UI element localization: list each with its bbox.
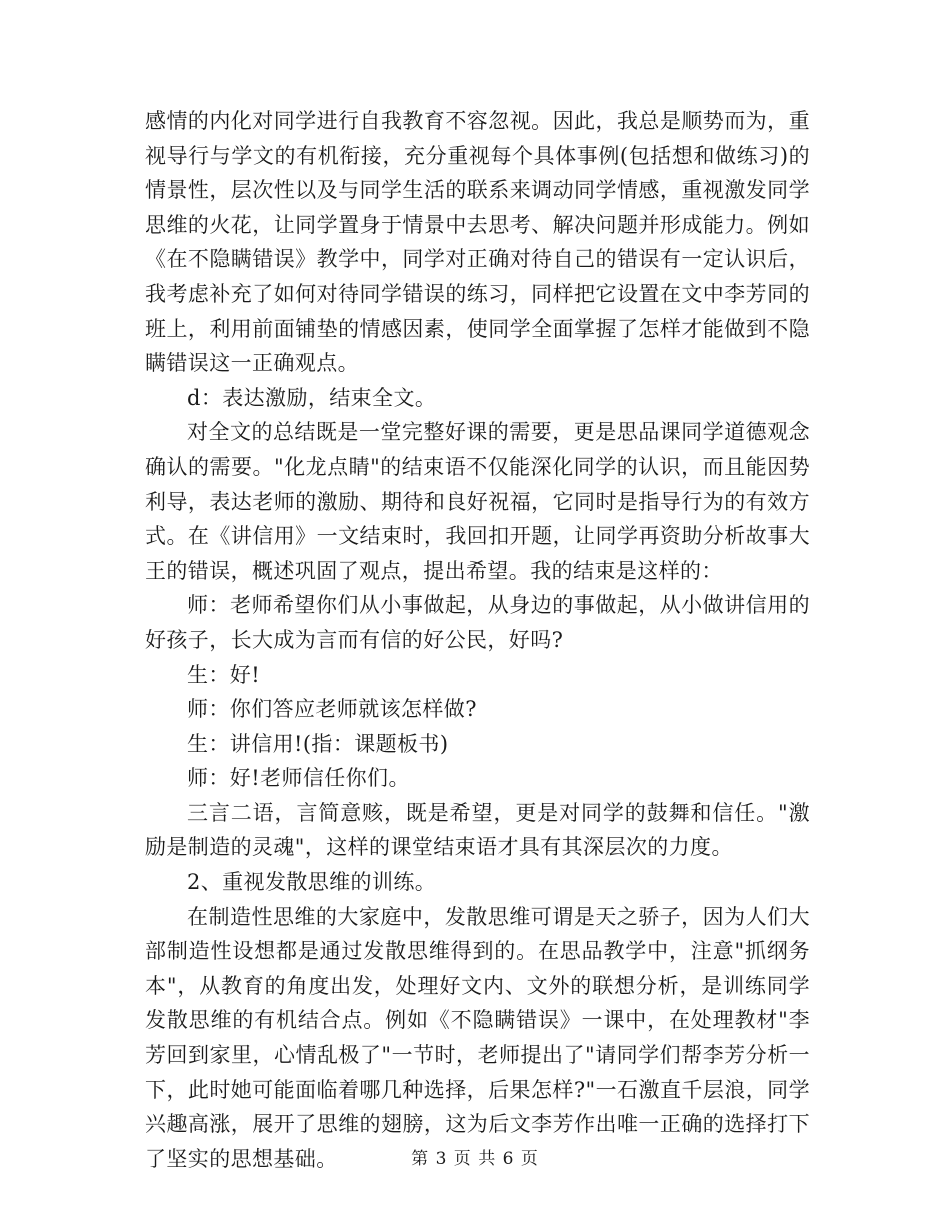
dialogue-teacher-3: 师：好!老师信任你们。: [187, 766, 410, 791]
paragraph-summary: 对全文的总结既是一堂完整好课的需要，更是思品课同学道德观念确认的需要。"化龙点睛"的结束语不仅能深化同学的认识，而且能因势利导，表达老师的激励、期待和良好祝福，它同时是指导行为的有效方式。在《讲信用》一文结束时，我回扣开题，让同学再资助分析故事大王的错误，概述巩固了观点，提出希望。我的结束是这样的：: [145, 420, 810, 583]
page-number-footer: 第 3 页 共 6 页: [411, 1149, 539, 1169]
paragraph-conclusion: 三言二语，言简意赅，既是希望，更是对同学的鼓舞和信任。"激励是制造的灵魂"，这样的课堂结束语才具有其深层次的力度。: [145, 800, 810, 860]
paragraph-continuation: 感情的内化对同学进行自我教育不容忽视。因此，我总是顺势而为，重视导行与学文的有机衔接，充分重视每个具体事例(包括想和做练习)的情景性，层次性以及与同学生活的联系来调动同学情感，重视激发同学思维的火花，让同学置身于情景中去思考、解决问题并形成能力。例如《在不隐瞒错误》教学中，同学对正确对待自己的错误有一定认识后，我考虑补充了如何对待同学错误的练习，同样把它设置在文中李芳同的班上，利用前面铺垫的情感因素，使同学全面掌握了怎样才能做到不隐瞒错误这一正确观点。: [145, 109, 810, 376]
paragraph-divergent-thinking: 在制造性思维的大家庭中，发散思维可谓是天之骄子，因为人们大部制造性设想都是通过发散思维得到的。在思品教学中，注意"抓纲务本"，从教育的角度出发，处理好文内、文外的联想分析，是训练同学发散思维的有机结合点。例如《不隐瞒错误》一课中，在处理教材"李芳回到家里，心情乱极了"一节时，老师提出了"请同学们帮李芳分析一下，此时她可能面临着哪几种选择，后果怎样?"一石激直千层浪，同学兴趣高涨，展开了思维的翅膀，这为后文李芳作出唯一正确的选择打下了坚实的思想基础。: [145, 904, 810, 1171]
dialogue-student-2: 生：讲信用!(指：课题板书): [187, 731, 449, 756]
section-heading-2: 2、重视发散思维的训练。: [187, 870, 437, 895]
dialogue-student-1: 生：好!: [187, 662, 261, 687]
dialogue-teacher-1: 师：老师希望你们从小事做起，从身边的事做起，从小做讲信用的好孩子，长大成为言而有信的好公民，好吗?: [145, 593, 810, 652]
dialogue-teacher-2: 师：你们答应老师就该怎样做?: [187, 697, 477, 722]
paragraph-heading-d: d：表达激励，结束全文。: [187, 385, 437, 410]
document-body: [145, 104, 810, 1176]
